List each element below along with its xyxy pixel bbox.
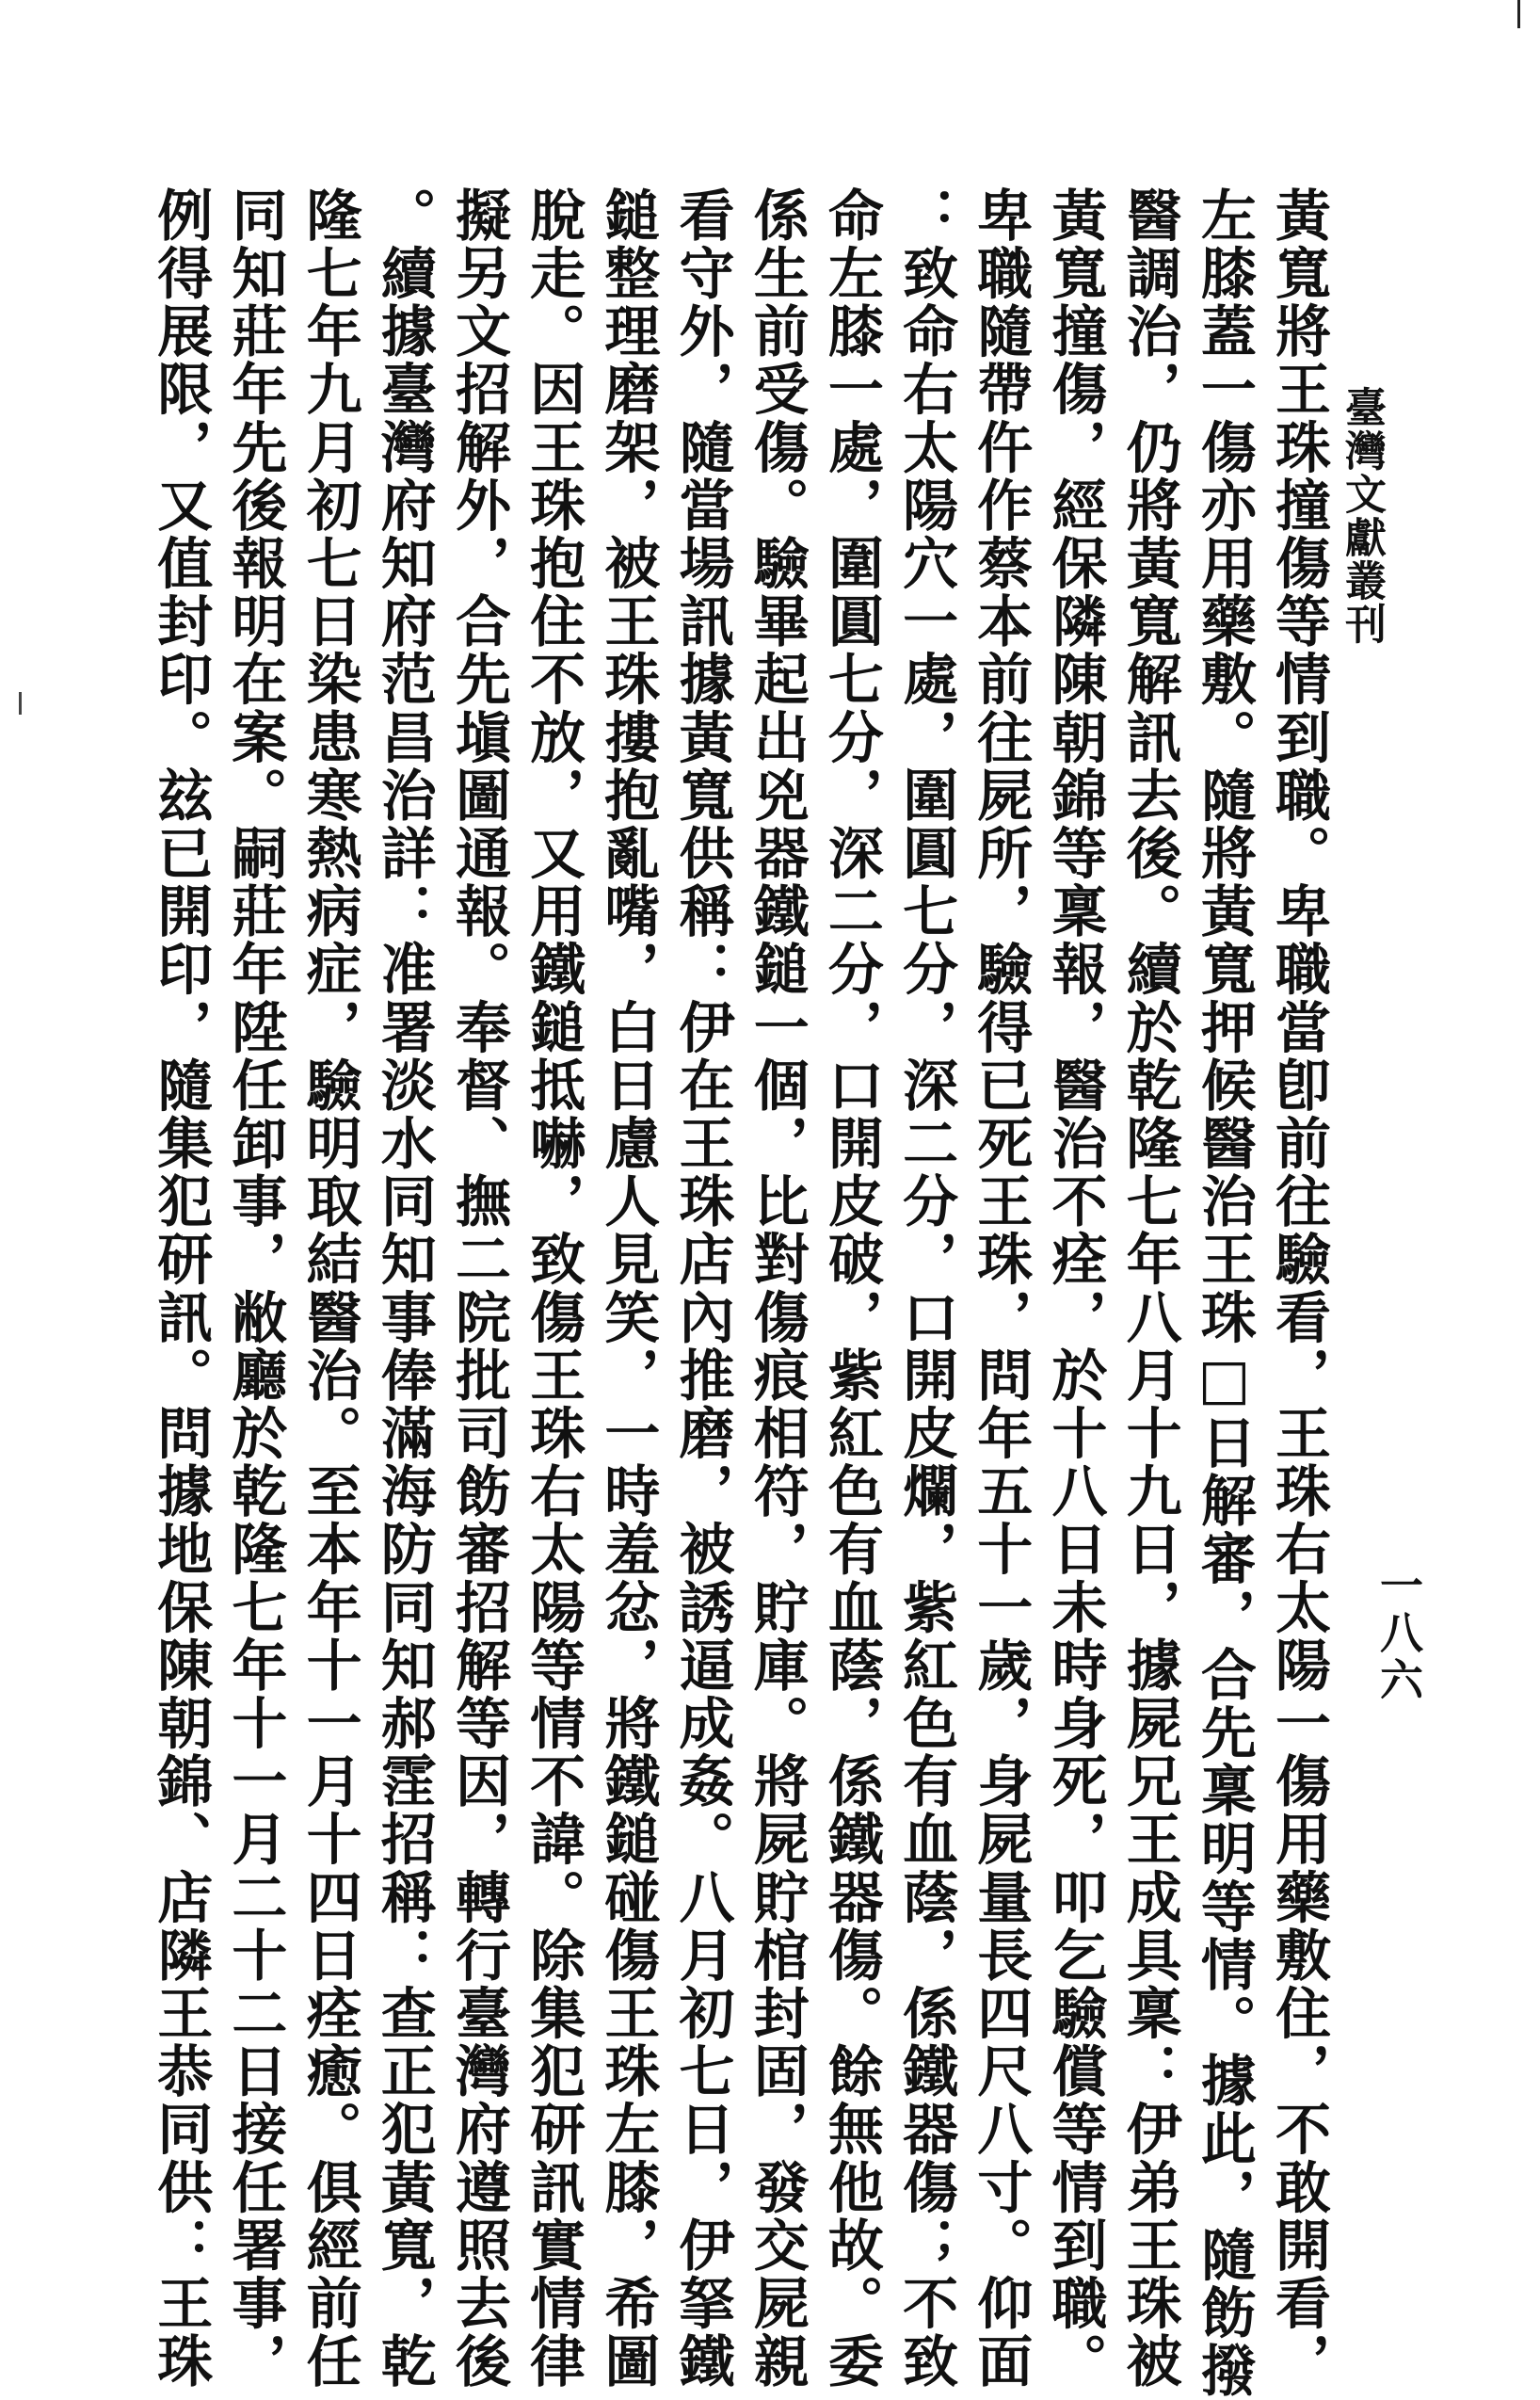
- text-column-2: 左膝蓋一傷亦用藥敷。隨將黃寬押候醫治王珠□日解審，合先稟明等情。據此，隨飭撥: [1191, 186, 1257, 2400]
- page-number: 一八六: [1373, 1563, 1424, 1704]
- text-column-16: 例得展限，又值封印。玆已開印，隨集犯研訊。問據地保陳朝錦、店隣王恭同供：王珠: [148, 186, 214, 2391]
- text-column-10: 鎚整理磨架，被王珠摟抱亂嘴，白日慮人見笑，一時羞忿，將鐵鎚碰傷王珠左膝，希圖: [595, 186, 661, 2391]
- text-column-14: 隆七年九月初七日染患寒熱病症，驗明取結醫治。至本年十一月十四日痊癒。俱經前任: [297, 186, 362, 2391]
- text-column-15: 同知莊年先後報明在案。嗣莊年陞任卸事，敝廳於乾隆七年十一月二十二日接任署事，: [222, 186, 288, 2391]
- text-column-6: ：致命右太陽穴一處，圍圓七分，深二分，口開皮爛，紫紅色有血蔭，係鐵器傷；不致: [893, 186, 959, 2391]
- running-header-title: 臺灣文獻叢刊: [1338, 386, 1386, 646]
- scan-edge-mark: [19, 692, 22, 715]
- text-column-1: 黃寬將王珠撞傷等情到職。卑職當卽前往驗看，王珠右太陽一傷用藥敷住，不敢開看，: [1266, 186, 1331, 2391]
- body-text: [148, 186, 1331, 2400]
- text-column-8: 係生前受傷。驗畢起出兇器鐵鎚一個，比對傷痕相符，貯庫。將屍貯棺封固，發交屍親: [744, 186, 810, 2391]
- text-column-7: 命左膝一處，圍圓七分，深二分，口開皮破，紫紅色有血蔭，係鐵器傷。餘無他故。委: [818, 186, 884, 2391]
- text-column-4: 黃寬撞傷，經保隣陳朝錦等稟報，醫治不痊，於十八日未時身死，叩乞驗償等情到職。: [1042, 186, 1108, 2391]
- text-column-12: 擬另文招解外，合先塡圖通報。奉督、撫二院批司飭審招解等因，轉行臺灣府遵照去後: [445, 186, 511, 2391]
- text-column-3: 醫調治，仍將黃寬解訊去後。續於乾隆七年八月十九日，據屍兄王成具稟：伊弟王珠被: [1116, 186, 1182, 2391]
- text-column-5: 卑職隨帶仵作蔡本前往屍所，驗得已死王珠，問年五十一歲，身屍量長四尺八寸。仰面: [968, 186, 1034, 2391]
- text-column-11: 脫走。因王珠抱住不放，又用鐵鎚抵嚇，致傷王珠右太陽等情不諱。除集犯研訊實情律: [521, 186, 586, 2391]
- text-column-9: 看守外，隨當場訊據黃寬供稱：伊在王珠店內推磨，被誘逼成姦。八月初七日，伊拏鐵: [669, 186, 735, 2391]
- text-column-13: 。續據臺灣府知府范昌治詳：准署淡水同知事俸滿海防同知郝霔招稱：查正犯黃寬，乾: [371, 186, 437, 2391]
- scan-edge-line: [1517, 0, 1520, 28]
